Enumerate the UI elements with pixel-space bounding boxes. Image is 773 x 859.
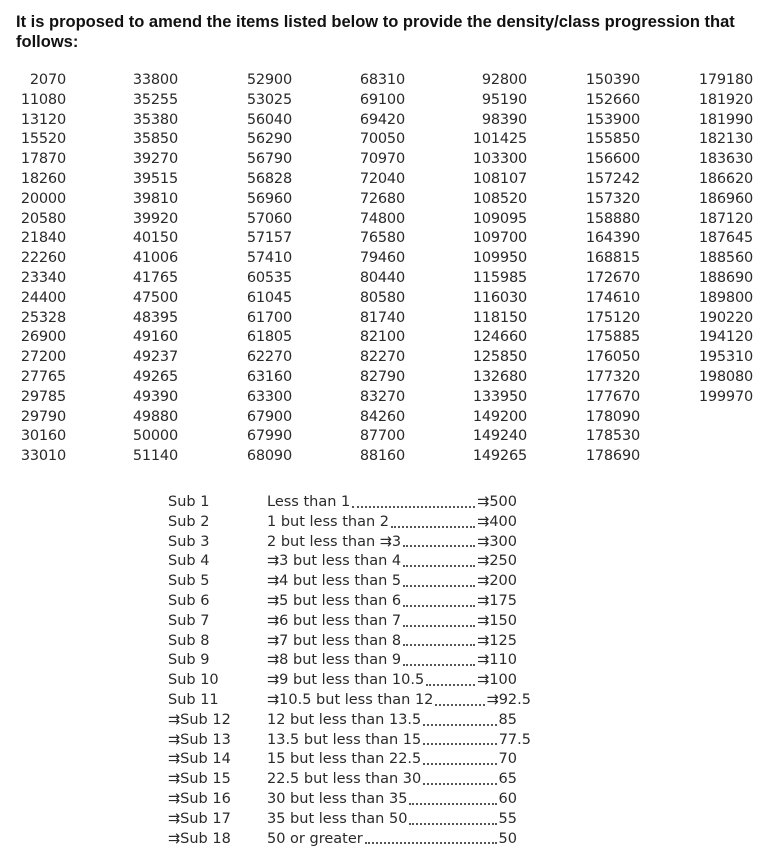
item-number: 52900	[246, 72, 292, 88]
sub-label: ⇉Sub 12	[168, 711, 231, 728]
item-number: 20000	[20, 190, 66, 207]
number-column	[98, 71, 178, 467]
item-number: 181990	[698, 111, 753, 128]
item-number: 118150	[472, 309, 527, 326]
sub-row	[168, 691, 548, 711]
item-number: 190220	[698, 309, 753, 326]
sub-label: ⇉Sub 14	[168, 751, 231, 768]
item-number: 39920	[132, 210, 178, 227]
item-number: 108520	[472, 190, 527, 207]
item-number: 35255	[132, 91, 178, 108]
item-number: 195310	[698, 349, 753, 366]
density-value: ⇉500	[477, 494, 517, 510]
dot-leader	[403, 612, 475, 627]
item-number: 22260	[20, 250, 66, 267]
sub-row	[168, 632, 548, 652]
sub-label: Sub 7	[168, 612, 210, 629]
number-column	[560, 71, 640, 467]
range-text: 22.5 but less than 30	[267, 771, 422, 788]
item-number: 2070	[29, 72, 66, 88]
item-number: 15520	[20, 131, 66, 148]
sub-label: Sub 8	[168, 632, 210, 649]
item-number: 168815	[585, 250, 640, 267]
item-number: 67990	[246, 428, 292, 445]
item-number: 39515	[132, 170, 178, 187]
item-number: 56290	[246, 131, 292, 148]
sub-range	[267, 770, 517, 790]
item-number: 27200	[20, 349, 66, 366]
sub-range	[267, 513, 517, 533]
item-number: 69100	[359, 91, 405, 108]
sub-range	[267, 790, 517, 810]
item-number: 74800	[359, 210, 405, 227]
item-number: 41765	[132, 269, 178, 286]
item-number: 61805	[246, 329, 292, 346]
item-number: 187120	[698, 210, 753, 227]
item-number: 179180	[698, 72, 753, 88]
item-number: 150390	[585, 72, 640, 88]
item-number: 172670	[585, 269, 640, 286]
item-number: 186620	[698, 170, 753, 187]
item-number: 53025	[246, 91, 292, 108]
item-number: 57410	[246, 250, 292, 267]
item-number: 80440	[359, 269, 405, 286]
dot-leader	[403, 572, 475, 587]
density-value: ⇉300	[477, 533, 517, 550]
item-number: 149265	[472, 448, 527, 465]
item-number: 109095	[472, 210, 527, 227]
density-value: 77.5	[498, 731, 531, 748]
item-number: 56040	[246, 111, 292, 128]
dot-leader	[403, 632, 475, 647]
sub-row	[168, 592, 548, 612]
item-number: 17870	[20, 151, 66, 168]
item-number: 11080	[20, 91, 66, 108]
item-number: 23340	[20, 269, 66, 286]
density-value: ⇉250	[477, 553, 517, 570]
item-number: 156600	[585, 151, 640, 168]
intro-text: It is proposed to amend the items listed below to provide the density/class progression that follows:	[16, 13, 735, 51]
range-text: 1 but less than 2	[267, 513, 389, 530]
dot-leader	[352, 493, 475, 508]
sub-label: Sub 2	[168, 513, 210, 530]
item-number: 108107	[472, 170, 527, 187]
item-number: 41006	[132, 250, 178, 267]
sub-row	[168, 810, 548, 830]
dot-leader	[423, 750, 496, 765]
range-text: ⇉3 but less than 4	[267, 553, 402, 570]
dot-leader	[365, 830, 497, 845]
item-number: 177670	[585, 388, 640, 405]
density-value: ⇉400	[477, 513, 517, 530]
item-number: 40150	[132, 230, 178, 247]
sub-label: Sub 10	[168, 672, 219, 689]
item-number: 68310	[359, 72, 405, 88]
item-number: 79460	[359, 250, 405, 267]
sub-row	[168, 770, 548, 790]
item-number: 149200	[472, 408, 527, 425]
density-value: ⇉110	[477, 652, 517, 669]
item-number: 175120	[585, 309, 640, 326]
number-column	[447, 71, 527, 467]
density-value: 50	[498, 830, 517, 847]
item-number: 177320	[585, 368, 640, 385]
item-number: 81740	[359, 309, 405, 326]
number-column	[325, 71, 405, 467]
item-number: 27765	[20, 368, 66, 385]
sub-row	[168, 711, 548, 731]
range-text: 35 but less than 50	[267, 810, 408, 827]
item-number: 103300	[472, 151, 527, 168]
density-class-list	[168, 493, 548, 849]
item-number: 49390	[132, 388, 178, 405]
sub-range	[267, 572, 517, 592]
item-number: 18260	[20, 170, 66, 187]
item-number: 35380	[132, 111, 178, 128]
range-text: ⇉9 but less than 10.5	[267, 672, 425, 689]
item-number: 47500	[132, 289, 178, 306]
item-number: 35850	[132, 131, 178, 148]
dot-leader	[403, 533, 475, 548]
sub-range	[267, 711, 517, 731]
sub-label: Sub 5	[168, 573, 210, 590]
range-text: 50 or greater	[267, 830, 363, 847]
item-number: 194120	[698, 329, 753, 346]
range-text: 13.5 but less than 15	[267, 731, 422, 748]
item-number: 182130	[698, 131, 753, 148]
sub-label: Sub 3	[168, 533, 210, 550]
item-number: 33800	[132, 72, 178, 88]
item-number: 149240	[472, 428, 527, 445]
density-value: 65	[498, 771, 517, 788]
item-number: 80580	[359, 289, 405, 306]
item-number: 175885	[585, 329, 640, 346]
range-text: ⇉8 but less than 9	[267, 652, 402, 669]
item-number: 155850	[585, 131, 640, 148]
item-number: 68090	[246, 448, 292, 465]
item-number: 199970	[698, 388, 753, 405]
sub-row	[168, 790, 548, 810]
item-number: 124660	[472, 329, 527, 346]
sub-label: ⇉Sub 18	[168, 830, 231, 847]
range-text: ⇉6 but less than 7	[267, 612, 402, 629]
range-text: ⇉4 but less than 5	[267, 573, 402, 590]
item-number: 188690	[698, 269, 753, 286]
item-number: 57157	[246, 230, 292, 247]
item-number: 82790	[359, 368, 405, 385]
item-number: 176050	[585, 349, 640, 366]
sub-range	[267, 671, 517, 691]
sub-row	[168, 731, 548, 751]
item-number: 101425	[472, 131, 527, 148]
item-number: 98390	[481, 111, 527, 128]
item-number: 186960	[698, 190, 753, 207]
item-number: 25328	[20, 309, 66, 326]
item-number: 49160	[132, 329, 178, 346]
item-number: 56960	[246, 190, 292, 207]
number-column	[212, 71, 292, 467]
sub-label: Sub 6	[168, 592, 210, 609]
density-value: 60	[498, 790, 517, 807]
item-number: 82100	[359, 329, 405, 346]
sub-range	[267, 691, 531, 711]
item-number: 133950	[472, 388, 527, 405]
number-column	[0, 71, 66, 467]
sub-range	[267, 612, 517, 632]
sub-label: ⇉Sub 16	[168, 790, 231, 807]
item-number: 51140	[132, 448, 178, 465]
sub-range	[267, 810, 517, 830]
sub-range	[267, 632, 517, 652]
item-number: 95190	[481, 91, 527, 108]
item-number: 33010	[20, 448, 66, 465]
item-number: 62270	[246, 349, 292, 366]
dot-leader	[391, 513, 475, 528]
item-number: 183630	[698, 151, 753, 168]
item-number: 84260	[359, 408, 405, 425]
item-number: 157320	[585, 190, 640, 207]
item-number: 178530	[585, 428, 640, 445]
sub-range	[267, 592, 517, 612]
item-number: 164390	[585, 230, 640, 247]
item-number: 20580	[20, 210, 66, 227]
item-number: 181920	[698, 91, 753, 108]
density-value: ⇉100	[477, 672, 517, 689]
item-number: 109700	[472, 230, 527, 247]
item-number: 88160	[359, 448, 405, 465]
sub-label: ⇉Sub 13	[168, 731, 231, 748]
dot-leader	[423, 770, 496, 785]
density-value: 55	[498, 810, 517, 827]
dot-leader	[403, 552, 475, 567]
item-number: 24400	[20, 289, 66, 306]
sub-range	[267, 651, 517, 671]
item-number: 61045	[246, 289, 292, 306]
item-number: 39270	[132, 151, 178, 168]
item-number: 57060	[246, 210, 292, 227]
sub-range	[267, 731, 531, 751]
density-value: ⇉175	[477, 592, 517, 609]
sub-row	[168, 493, 548, 513]
item-number: 92800	[481, 72, 527, 88]
item-number: 49237	[132, 349, 178, 366]
range-text: 30 but less than 35	[267, 790, 408, 807]
item-number: 153900	[585, 111, 640, 128]
item-number: 178090	[585, 408, 640, 425]
item-number: 178690	[585, 448, 640, 465]
item-number: 87700	[359, 428, 405, 445]
item-number: 72040	[359, 170, 405, 187]
dot-leader	[403, 592, 475, 607]
item-number: 83270	[359, 388, 405, 405]
item-number: 187645	[698, 230, 753, 247]
sub-label: Sub 4	[168, 553, 210, 570]
item-number: 50000	[132, 428, 178, 445]
item-number: 61700	[246, 309, 292, 326]
item-number: 48395	[132, 309, 178, 326]
sub-row	[168, 830, 548, 850]
item-number: 70050	[359, 131, 405, 148]
range-text: 15 but less than 22.5	[267, 751, 422, 768]
item-number: 125850	[472, 349, 527, 366]
sub-label: ⇉Sub 15	[168, 771, 231, 788]
density-value: 85	[498, 711, 517, 728]
dot-leader	[426, 671, 475, 686]
sub-row	[168, 533, 548, 553]
sub-range	[267, 750, 517, 770]
item-number: 158880	[585, 210, 640, 227]
sub-label: Sub 9	[168, 652, 210, 669]
item-number: 109950	[472, 250, 527, 267]
range-text: Less than 1	[267, 494, 351, 510]
range-text: 2 but less than ⇉3	[267, 533, 402, 550]
item-number: 157242	[585, 170, 640, 187]
item-number: 60535	[246, 269, 292, 286]
item-number: 39810	[132, 190, 178, 207]
item-number: 49880	[132, 408, 178, 425]
dot-leader	[423, 711, 496, 726]
item-number: 198080	[698, 368, 753, 385]
sub-label: Sub 1	[168, 494, 210, 510]
sub-range	[267, 830, 517, 850]
item-number: 67900	[246, 408, 292, 425]
range-text: 12 but less than 13.5	[267, 711, 422, 728]
sub-label: Sub 11	[168, 691, 219, 708]
item-number: 82270	[359, 349, 405, 366]
item-number: 72680	[359, 190, 405, 207]
item-number: 69420	[359, 111, 405, 128]
range-text: ⇉10.5 but less than 12	[267, 691, 434, 708]
item-number: 30160	[20, 428, 66, 445]
dot-leader	[435, 691, 484, 706]
item-number: 132680	[472, 368, 527, 385]
item-number: 152660	[585, 91, 640, 108]
sub-label: ⇉Sub 17	[168, 810, 231, 827]
sub-range	[267, 533, 517, 553]
item-number: 13120	[20, 111, 66, 128]
sub-row	[168, 572, 548, 592]
item-number: 56790	[246, 151, 292, 168]
dot-leader	[423, 731, 496, 746]
density-value: 70	[498, 751, 517, 768]
item-number: 116030	[472, 289, 527, 306]
range-text: ⇉5 but less than 6	[267, 592, 402, 609]
item-number: 63300	[246, 388, 292, 405]
density-value: ⇉150	[477, 612, 517, 629]
sub-row	[168, 612, 548, 632]
density-value: ⇉92.5	[486, 691, 531, 708]
item-number: 115985	[472, 269, 527, 286]
number-column	[673, 71, 753, 408]
item-number: 26900	[20, 329, 66, 346]
item-number: 189800	[698, 289, 753, 306]
sub-row	[168, 671, 548, 691]
sub-row	[168, 552, 548, 572]
dot-leader	[403, 651, 475, 666]
item-number: 63160	[246, 368, 292, 385]
range-text: ⇉7 but less than 8	[267, 632, 402, 649]
dot-leader	[409, 790, 496, 805]
sub-range	[267, 493, 517, 513]
item-number: 29790	[20, 408, 66, 425]
sub-row	[168, 750, 548, 770]
item-number: 70970	[359, 151, 405, 168]
sub-row	[168, 651, 548, 671]
density-value: ⇉200	[477, 573, 517, 590]
item-number: 188560	[698, 250, 753, 267]
item-number: 29785	[20, 388, 66, 405]
sub-row	[168, 513, 548, 533]
dot-leader	[409, 810, 496, 825]
item-number: 56828	[246, 170, 292, 187]
item-number: 49265	[132, 368, 178, 385]
density-value: ⇉125	[477, 632, 517, 649]
sub-range	[267, 552, 517, 572]
item-number: 21840	[20, 230, 66, 247]
item-number: 174610	[585, 289, 640, 306]
item-number: 76580	[359, 230, 405, 247]
